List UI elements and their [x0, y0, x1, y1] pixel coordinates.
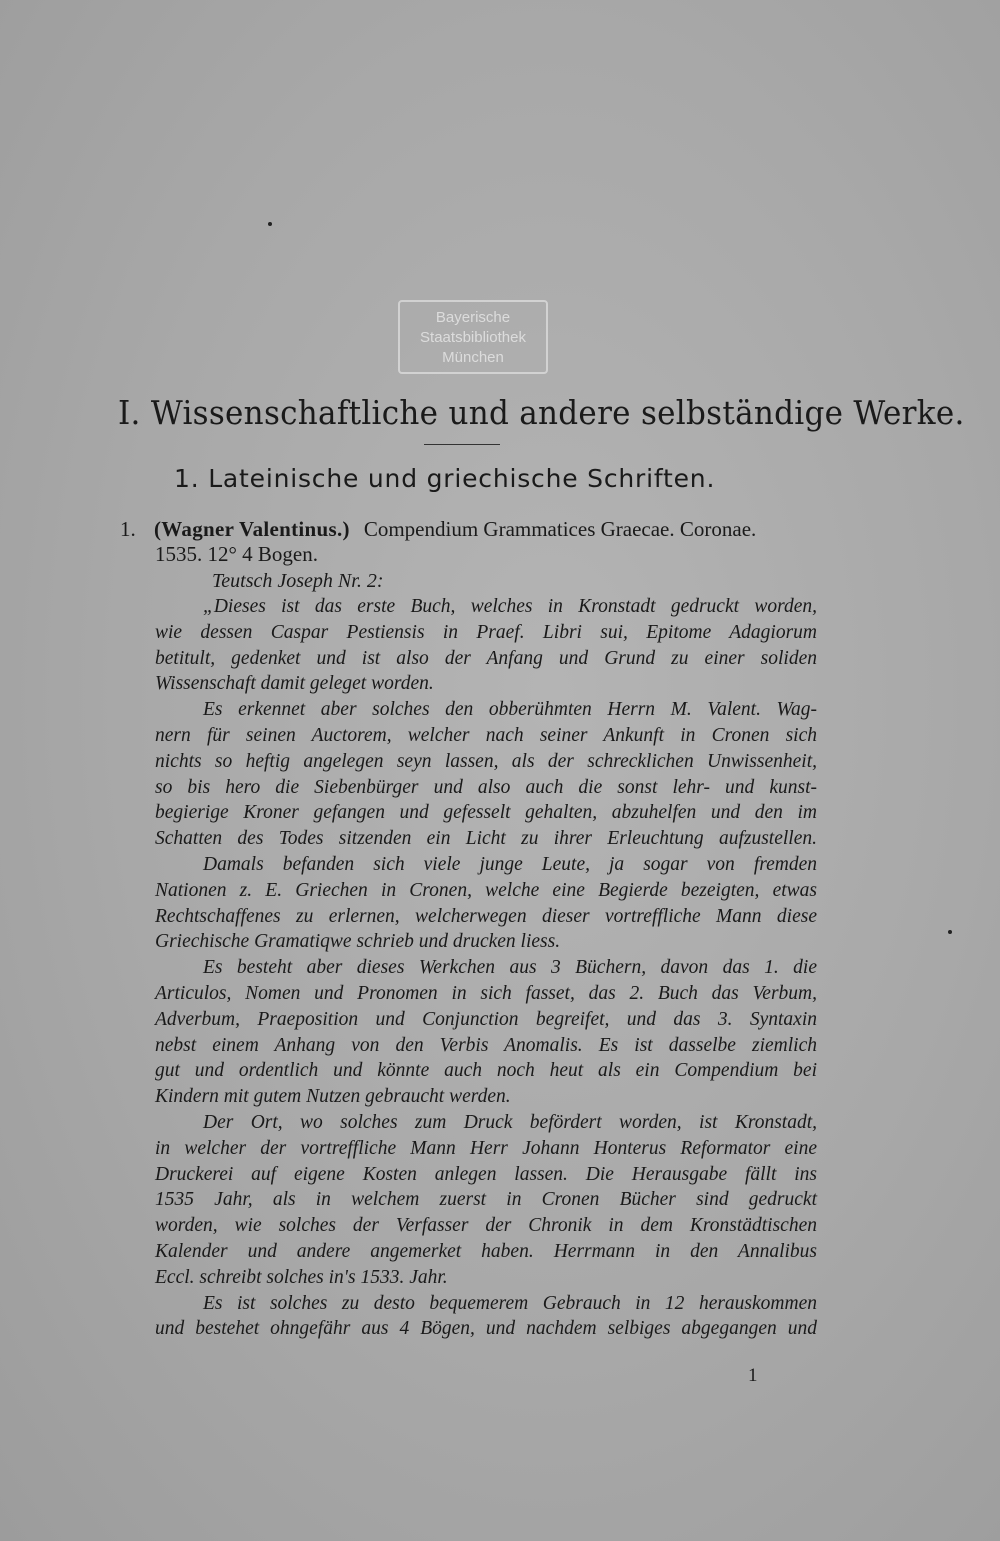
text-line: wie dessen Caspar Pestiensis in Praef. Libri sui, Epitome Adagiorum [155, 621, 817, 643]
quoted-body-text [155, 594, 817, 1342]
text-line: Eccl. schreibt solches in's 1533. Jahr. [155, 1266, 448, 1288]
text-line: so bis hero die Siebenbürger und also auch die sonst lehr- und kunst- [155, 776, 817, 798]
text-line: Schatten des Todes sitzenden ein Licht zu ihrer Erleuchtung aufzustellen. [155, 828, 817, 850]
text-line: Es ist solches zu desto bequemerem Gebrauch in 12 herauskommen [203, 1292, 817, 1314]
entry-author: (Wagner Valentinus.) [154, 517, 350, 541]
entry-reference: Teutsch Joseph Nr. 2: [212, 570, 384, 592]
text-line: Kindern mit gutem Nutzen gebraucht werden. [155, 1086, 511, 1108]
text-line: Articulos, Nomen und Pronomen in sich fasset, das 2. Buch das Verbum, [155, 982, 817, 1004]
text-line: nichts so heftig angelegen seyn lassen, als der schrecklichen Unwissenheit, [155, 750, 817, 772]
text-line: Adverbum, Praeposition und Conjunction begreifet, und das 3. Syntaxin [155, 1008, 817, 1030]
text-line: betitult, gedenket und ist also der Anfang und Grund zu einer soliden [155, 647, 817, 669]
stamp-line: Bayerische [435, 309, 511, 326]
text-line: Rechtschaffenes zu erlernen, welcherwegen dieser vortreffliche Mann diese [155, 905, 817, 927]
text-line: gut und ordentlich und könnte auch noch heut als ein Compendium bei [155, 1060, 817, 1082]
stamp-line: Staatsbibliothek [420, 329, 526, 346]
text-line: „Dieses ist das erste Buch, welches in Kronstadt gedruckt worden, [203, 596, 817, 617]
text-line: in welcher der vortreffliche Mann Herr Johann Honterus Reformator eine [155, 1137, 817, 1159]
subsection-heading: 1. Lateinische und griechische Schriften. [174, 464, 716, 493]
scan-speck [268, 222, 272, 226]
text-line: und bestehet ohngefähr aus 4 Bögen, und nachdem selbiges abgegangen und [155, 1318, 817, 1340]
text-line: nern für seinen Auctorem, welcher nach seiner Ankunft in Cronen sich [155, 724, 817, 746]
scan-speck [948, 930, 952, 934]
text-line: Damals befanden sich viele junge Leute, ja sogar von fremden [203, 853, 817, 875]
text-line: Nationen z. E. Griechen in Cronen, welche eine Begierde bezeigten, etwas [155, 879, 817, 901]
section-heading: I. Wissenschaftliche und andere selbständige Werke. [118, 393, 965, 432]
text-line: worden, wie solches der Verfasser der Chronik in dem Kronstädtischen [155, 1215, 817, 1237]
text-line: Griechische Gramatiqwe schrieb und drucken liess. [155, 931, 561, 953]
text-line: Es erkennet aber solches den obberühmten Herrn M. Valent. Wag- [203, 699, 817, 721]
text-line: 1535 Jahr, als in welchem zuerst in Cronen Bücher sind gedruckt [155, 1189, 817, 1211]
entry-header [120, 517, 756, 542]
text-line: nebst einem Anhang von den Verbis Anomalis. Es ist dasselbe ziemlich [155, 1034, 817, 1056]
entry-number: 1. [120, 517, 136, 541]
stamp-line: München [442, 349, 504, 366]
heading-divider [424, 444, 500, 445]
entry-title: Compendium Grammatices Graecae. Coronae. [363, 517, 757, 541]
text-line: Kalender und andere angemerket haben. Herrmann in den Annalibus [155, 1240, 817, 1262]
text-line: Wissenschaft damit geleget worden. [155, 673, 434, 695]
library-stamp [398, 300, 548, 374]
page-number: 1 [748, 1365, 758, 1386]
text-line: Der Ort, wo solches zum Druck befördert worden, ist Kronstadt, [203, 1111, 817, 1133]
entry-details: 1535. 12° 4 Bogen. [155, 542, 318, 566]
text-line: Es besteht aber dieses Werkchen aus 3 Büchern, davon das 1. die [203, 957, 817, 979]
text-line: begierige Kroner gefangen und gefesselt gehalten, abzuhelfen und den im [155, 802, 817, 824]
text-line: Druckerei auf eigene Kosten anlegen lassen. Die Herausgabe fällt ins [155, 1163, 817, 1185]
